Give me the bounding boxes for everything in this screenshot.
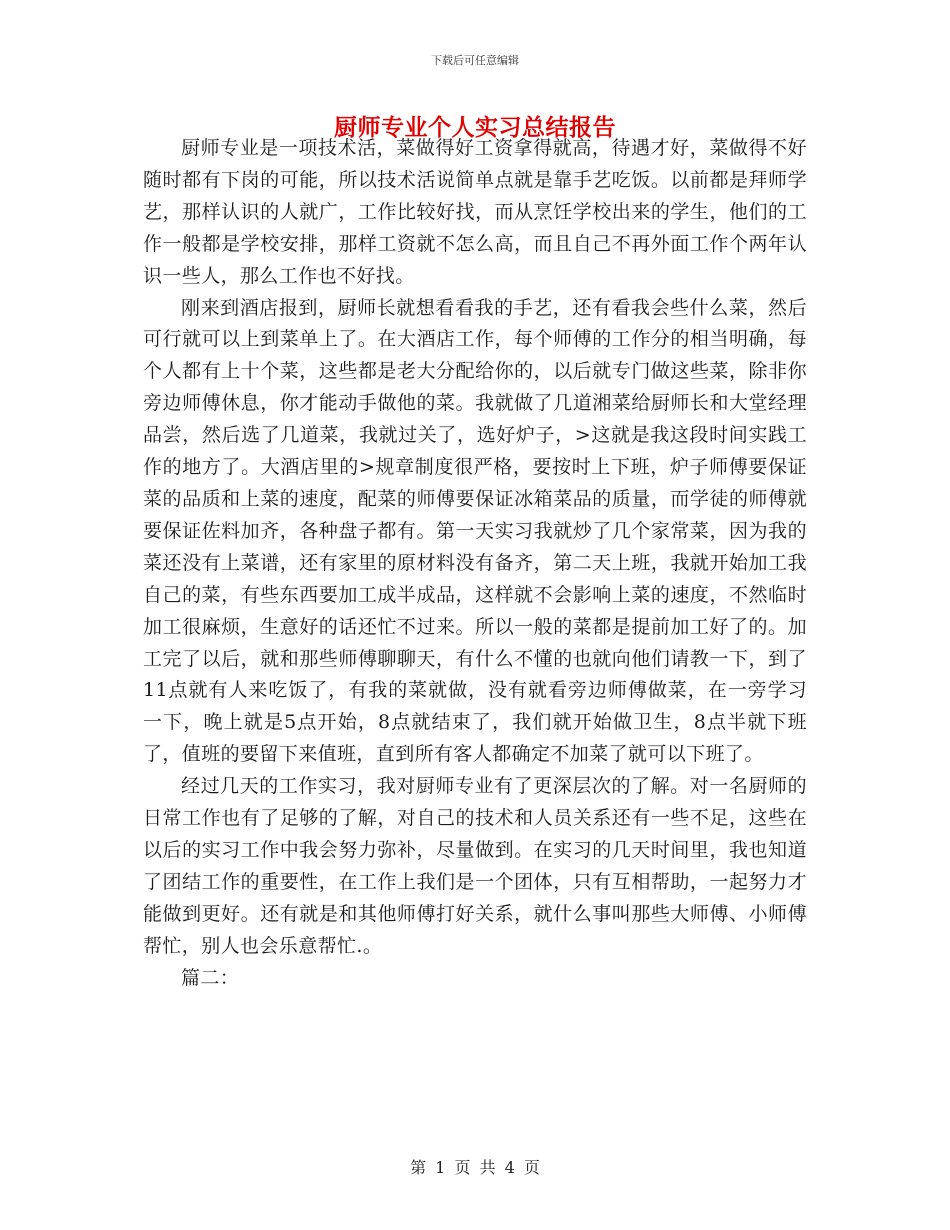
paragraph-2: 刚来到酒店报到，厨师长就想看看我的手艺，还有看我会些什么菜，然后可行就可以上到菜单上了。在大酒店工作，每个师傅的工作分的相当明确，每个人都有上十个菜，这些都是老大分配给你的，以后就专门做这些菜，除非你旁边师傅休息，你才能动手做他的菜。我就做了几道湘菜给厨师长和大堂经理品尝，然后选了几道菜，我就过关了，选好炉子，>这就是我这段时间实践工作的地方了。大酒店里的>规章制度很严格，要按时上下班，炉子师傅要保证菜的品质和上菜的速度，配菜的师傅要保证冰箱菜品的质量，而学徒的师傅就要保证佐料加齐，各种盘子都有。第一天实习我就炒了几个家常菜，因为我的菜还没有上菜谱，还有家里的原材料没有备齐，第二天上班，我就开始加工我自己的菜，有些东西要加工成半成品，这样就不会影响上菜的速度，不然临时加工很麻烦，生意好的话还忙不过来。所以一般的菜都是提前加工好了的。加工完了以后，就和那些师傅聊聊天，有什么不懂的也就向他们请教一下，到了11点就有人来吃饭了，有我的菜就做，没有就看旁边师傅做菜，在一旁学习一下，晚上就是5点开始，8点就结束了，我们就开始做卫生，8点半就下班了，值班的要留下来值班，直到所有客人都确定不加菜了就可以下班了。 bbox=[143, 296, 807, 766]
section-heading-part-two: 篇二： bbox=[181, 966, 240, 989]
paragraph-3: 经过几天的工作实习，我对厨师专业有了更深层次的了解。对一名厨师的日常工作也有了足够的了解，对自己的技术和人员关系还有一些不足，这些在以后的实习工作中我会努力弥补，尽量做到。在实习的几天时间里，我也知道了团结工作的重要性，在工作上我们是一个团体，只有互相帮助，一起努力才能做到更好。还有就是和其他师傅打好关系，就什么事叫那些大师傅、小师傅帮忙，别人也会乐意帮忙.。 bbox=[143, 775, 807, 957]
page-header: 下载后可任意编辑 bbox=[431, 54, 519, 67]
paragraph-1: 厨师专业是一项技术活，菜做得好工资拿得就高，待遇才好，菜做得不好随时都有下岗的可能，所以技术活说简单点就是靠手艺吃饭。以前都是拜师学艺，那样认识的人就广，工作比较好找，而从烹饪学校出来的学生，他们的工作一般都是学校安排，那样工资就不怎么高，而且自己不再外面工作个两年认识一些人，那么工作也不好找。 bbox=[143, 137, 807, 287]
document-body bbox=[143, 133, 807, 994]
page-number-footer: 第 1 页 共 4 页 bbox=[410, 1158, 540, 1177]
document-title: 厨师专业个人实习总结报告 bbox=[334, 114, 616, 141]
